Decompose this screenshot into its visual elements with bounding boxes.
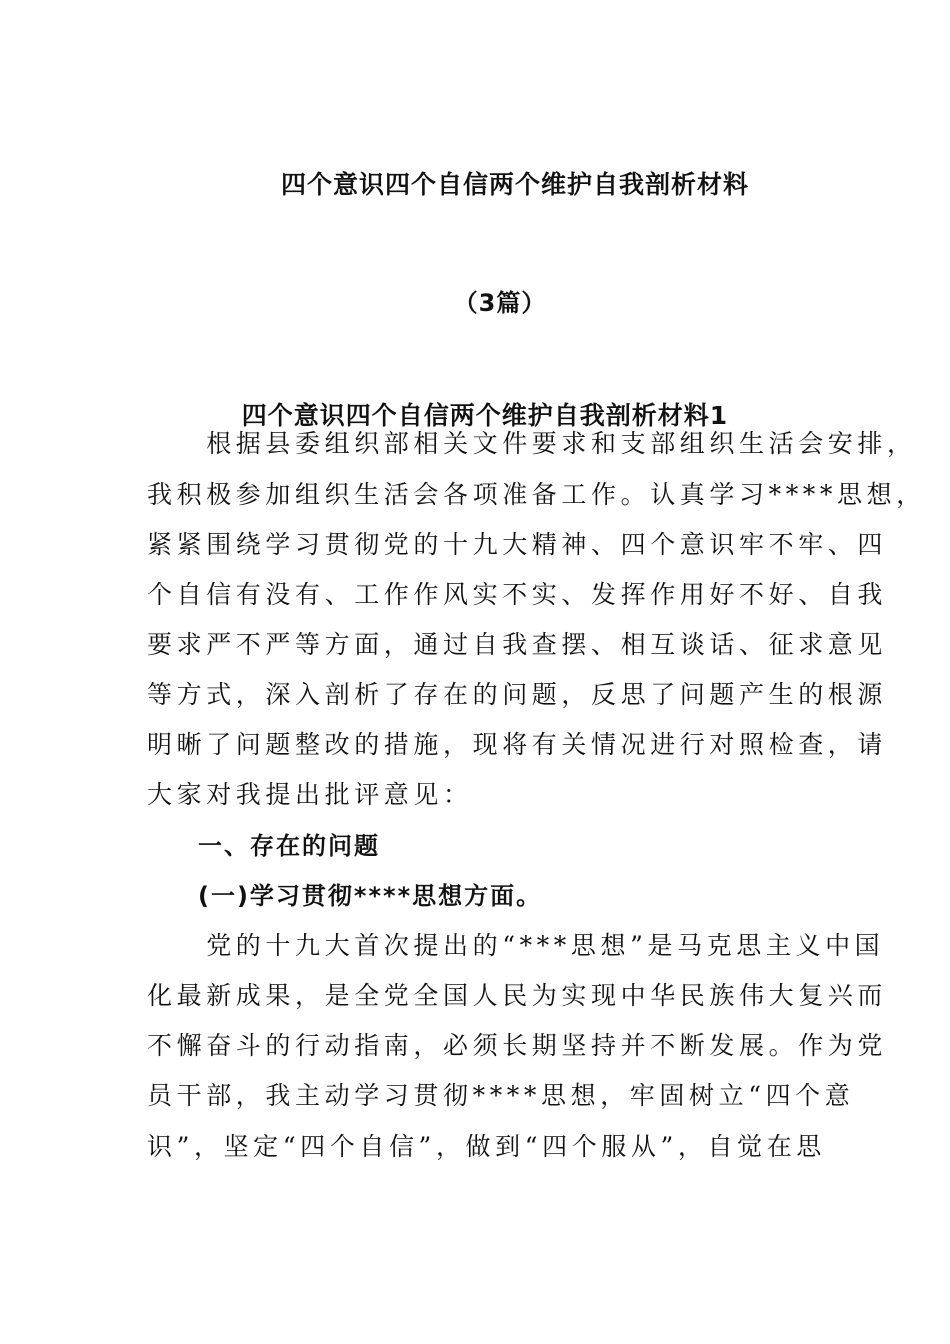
intro-line: 明晰了问题整改的措施，现将有关情况进行对照检查，请 — [147, 730, 888, 759]
intro-line: 紧紧围绕学习贯彻党的十九大精神、四个意识牢不牢、四 — [147, 530, 888, 559]
article-title: 四个意识四个自信两个维护自我剖析材料1 — [241, 401, 729, 430]
section-heading: 一、存在的问题 — [198, 832, 380, 860]
body-line: 识”，坚定“四个自信”，做到“四个服从”，自觉在思 — [147, 1132, 826, 1161]
intro-line: 大家对我提出批评意见： — [147, 780, 473, 809]
body-line: 员干部，我主动学习贯彻****思想，牢固树立“四个意 — [147, 1081, 855, 1110]
body-line: 党的十九大首次提出的“***思想”是马克思主义中国 — [147, 931, 885, 960]
intro-line: 根据县委组织部相关文件要求和支部组织生活会安排， — [147, 429, 917, 458]
intro-line: 我积极参加组织生活会各项准备工作。认真学习****思想， — [147, 480, 926, 509]
intro-line: 要求严不严等方面，通过自我查摆、相互谈话、征求意见 — [147, 630, 888, 659]
document-title: 四个意识四个自信两个维护自我剖析材料 — [280, 170, 749, 199]
intro-line: 等方式，深入剖析了存在的问题，反思了问题产生的根源 — [147, 680, 888, 709]
subsection-heading: (一)学习贯彻****思想方面。 — [198, 882, 543, 910]
body-line: 不懈奋斗的行动指南，必须长期坚持并不断发展。作为党 — [147, 1031, 888, 1060]
intro-line: 个自信有没有、工作作风实不实、发挥作用好不好、自我 — [147, 580, 888, 609]
document-count: （3篇） — [453, 289, 547, 317]
body-line: 化最新成果，是全党全国人民为实现中华民族伟大复兴而 — [147, 981, 888, 1010]
